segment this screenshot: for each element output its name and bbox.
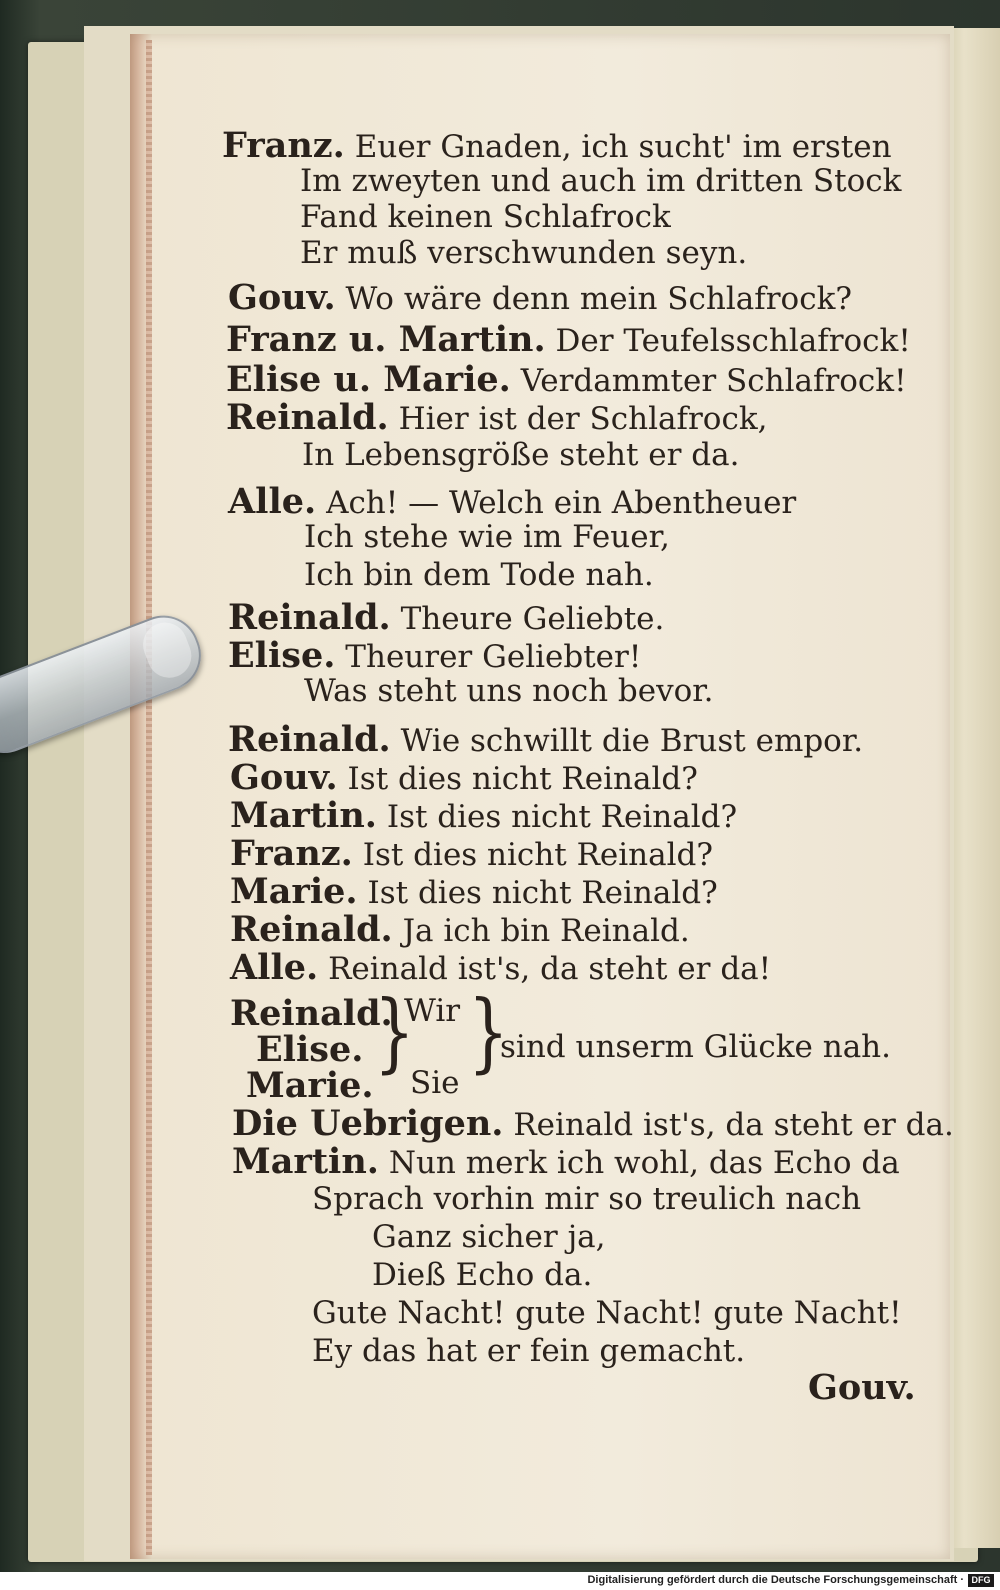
line-after-5: Gute Nacht! gute Nacht! gute Nacht! (312, 1295, 902, 1331)
line-14: Was steht uns noch bevor. (304, 673, 714, 709)
line-17: Martin. Ist dies nicht Reinald? (230, 795, 738, 836)
line-3: Er muß verschwunden seyn. (300, 235, 748, 271)
line-16: Gouv. Ist dies nicht Reinald? (230, 757, 698, 798)
brace-speaker-marie: Marie. (246, 1065, 374, 1106)
line-20: Reinald. Ja ich bin Reinald. (230, 909, 690, 950)
right-brace: } (468, 983, 509, 1084)
left-brace: } (374, 983, 415, 1084)
dfg-logo-icon: DFG (968, 1574, 994, 1587)
line-15: Reinald. Wie schwillt die Brust empor. (228, 719, 864, 760)
line-4: Gouv. Wo wäre denn mein Schlafrock? (228, 277, 852, 318)
line-13: Elise. Theurer Geliebter! (228, 635, 642, 676)
line-21: Alle. Reinald ist's, da steht er da! (230, 947, 772, 988)
line-11: Ich bin dem Tode nah. (304, 557, 654, 593)
line-7: Reinald. Hier ist der Schlafrock, (226, 397, 768, 438)
line-after-4: Dieß Echo da. (372, 1257, 593, 1293)
line-after-1: Martin. Nun merk ich wohl, das Echo da (232, 1141, 900, 1182)
catchword: Gouv. (808, 1367, 916, 1408)
line-19: Marie. Ist dies nicht Reinald? (230, 871, 718, 912)
line-18: Franz. Ist dies nicht Reinald? (230, 833, 713, 874)
brace-pronoun-wir: Wir (404, 993, 461, 1029)
line-after-3: Ganz sicher ja, (372, 1219, 606, 1255)
line-1: Im zweyten und auch im dritten Stock (300, 163, 902, 199)
footer-credit: Digitalisierung gefördert durch die Deutsche Forschungsgemeinschaft · (587, 1574, 964, 1586)
line-after-6: Ey das hat er fein gemacht. (312, 1333, 746, 1369)
brace-text: sind unserm Glücke nah. (500, 1029, 891, 1065)
line-5: Franz u. Martin. Der Teufelsschlafrock! (226, 319, 911, 360)
brace-speaker-elise: Elise. (256, 1029, 364, 1070)
line-after-2: Sprach vorhin mir so treulich nach (312, 1181, 862, 1217)
line-10: Ich stehe wie im Feuer, (304, 519, 670, 555)
line-after-0: Die Uebrigen. Reinald ist's, da steht er da. (232, 1103, 954, 1144)
line-9: Alle. Ach! — Welch ein Abentheuer (228, 481, 797, 522)
line-6: Elise u. Marie. Verdammter Schlafrock! (226, 359, 907, 400)
line-2: Fand keinen Schlafrock (300, 199, 671, 235)
brace-pronoun-sie: Sie (410, 1065, 460, 1101)
line-0: Franz. Euer Gnaden, ich sucht' im ersten (222, 125, 892, 166)
line-12: Reinald. Theure Geliebte. (228, 597, 665, 638)
brace-speaker-reinald: Reinald. (230, 993, 393, 1034)
line-8: In Lebensgröße steht er da. (302, 437, 740, 473)
